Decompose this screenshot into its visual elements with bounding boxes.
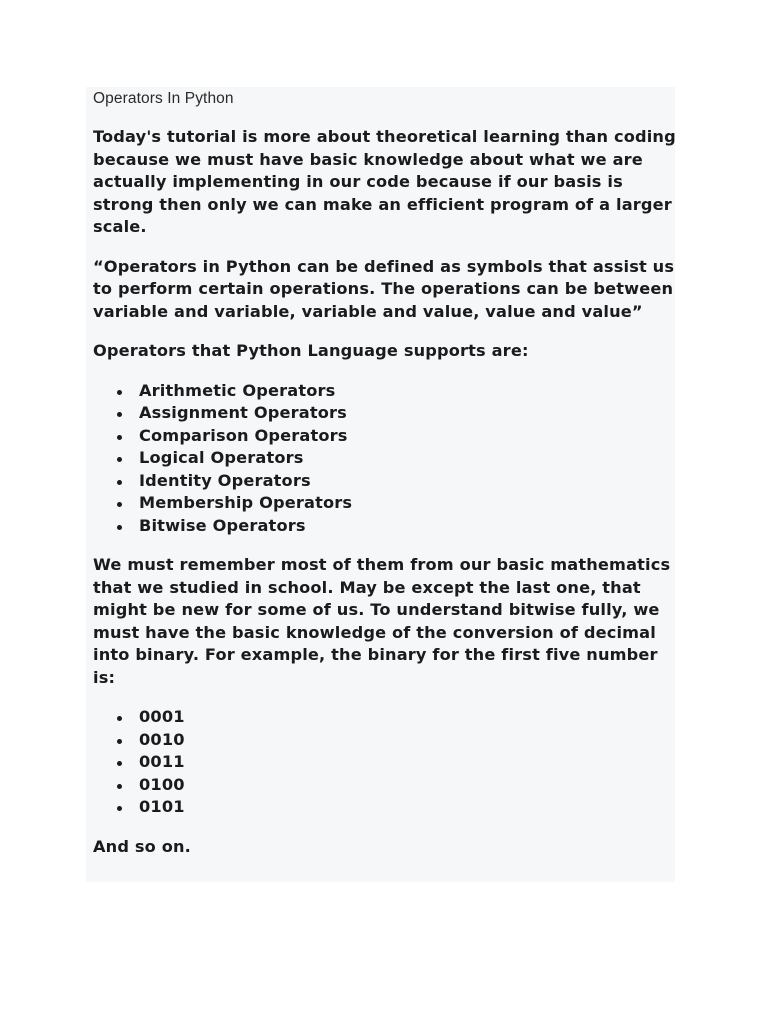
operator-types-list	[93, 380, 683, 538]
bitwise-note-paragraph: We must remember most of them from our basic mathematics that we studied in school. May be except the last one, that might be new for some of us. To understand bitwise fully, we must have the basic knowledge of the conversion of decimal into binary. For example, the binary for the first five number is:	[93, 555, 671, 687]
document-content	[93, 88, 683, 875]
list-item: Arithmetic Operators	[93, 380, 683, 403]
list-item: Identity Operators	[93, 470, 683, 493]
list-item: Comparison Operators	[93, 425, 683, 448]
definition-quote: “Operators in Python can be defined as symbols that assist us to perform certain operations. The operations can be between variable and variable, variable and value, value and value”	[93, 256, 675, 321]
closing-line: And so on.	[93, 836, 191, 856]
list-item: 0100	[93, 774, 683, 797]
list-item: 0010	[93, 729, 683, 752]
list-item: Assignment Operators	[93, 402, 683, 425]
intro-paragraph: Today's tutorial is more about theoretical learning than coding because we must have basic knowledge about what we are actually implementing in our code because if our basis is strong then only we can make an efficient program of a larger scale.	[93, 127, 676, 236]
list-item: 0001	[93, 706, 683, 729]
document-title: Operators In Python	[93, 90, 234, 107]
list-item: Bitwise Operators	[93, 515, 683, 538]
binary-examples-list	[93, 706, 683, 819]
list-item: Membership Operators	[93, 492, 683, 515]
list-item: 0101	[93, 796, 683, 819]
list-item: 0011	[93, 751, 683, 774]
supports-heading: Operators that Python Language supports are:	[93, 341, 529, 360]
list-item: Logical Operators	[93, 447, 683, 470]
